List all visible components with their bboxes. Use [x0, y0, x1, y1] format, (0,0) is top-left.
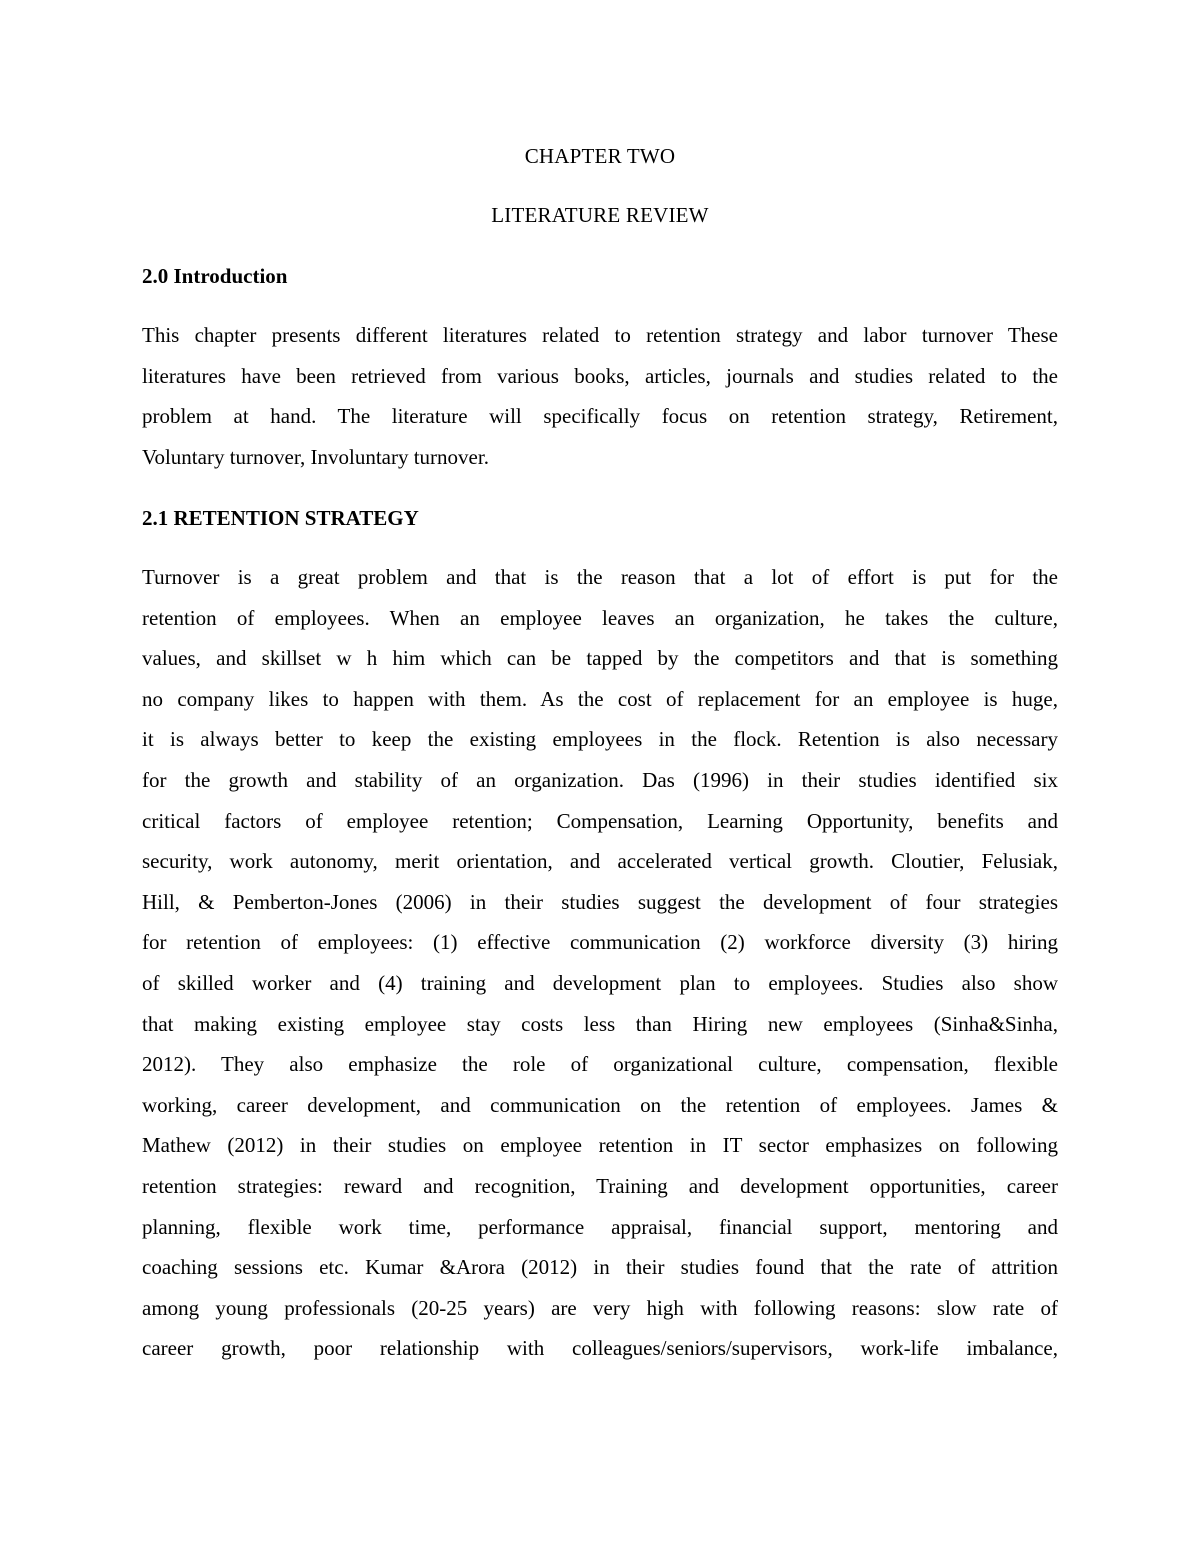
paragraph-line: working, career development, and communication on the retention of employees. James &: [142, 1092, 1058, 1117]
paragraph-line: for the growth and stability of an organization. Das (1996) in their studies identified six: [142, 767, 1058, 792]
paragraph-line: of skilled worker and (4) training and development plan to employees. Studies also show: [142, 970, 1058, 995]
paragraph-line: among young professionals (20-25 years) are very high with following reasons: slow rate of: [142, 1295, 1058, 1320]
paragraph-line: Voluntary turnover, Involuntary turnover.: [142, 444, 489, 469]
paragraph-line: coaching sessions etc. Kumar &Arora (2012) in their studies found that the rate of attrition: [142, 1255, 1058, 1280]
chapter-title: CHAPTER TWO: [524, 144, 676, 168]
retention-heading: 2.1 RETENTION STRATEGY: [142, 506, 419, 530]
paragraph-line: 2012). They also emphasize the role of organizational culture, compensation, flexible: [142, 1052, 1058, 1077]
paragraph-line: Mathew (2012) in their studies on employee retention in IT sector emphasizes on following: [142, 1133, 1058, 1158]
paragraph-line: planning, flexible work time, performance appraisal, financial support, mentoring and: [142, 1214, 1058, 1239]
paragraph-line: retention strategies: reward and recognition, Training and development opportunities, career: [142, 1173, 1058, 1198]
paragraph-line: literatures have been retrieved from various books, articles, journals and studies related to the: [142, 363, 1058, 388]
intro-heading: 2.0 Introduction: [142, 264, 288, 288]
retention-paragraph: [142, 557, 1058, 1369]
paragraph-line: Turnover is a great problem and that is the reason that a lot of effort is put for the: [142, 565, 1058, 589]
section-title: LITERATURE REVIEW: [491, 203, 709, 227]
paragraph-line: values, and skillset w h him which can be tapped by the competitors and that is something: [142, 646, 1058, 671]
paragraph-line: critical factors of employee retention; Compensation, Learning Opportunity, benefits and: [142, 808, 1058, 833]
paragraph-line: it is always better to keep the existing employees in the flock. Retention is also necessary: [142, 727, 1058, 752]
paragraph-line: for retention of employees: (1) effective communication (2) workforce diversity (3) hiring: [142, 930, 1058, 955]
paragraph-line: This chapter presents different literatures related to retention strategy and labor turnover These: [142, 323, 1058, 347]
paragraph-line: that making existing employee stay costs less than Hiring new employees (Sinha&Sinha,: [142, 1011, 1058, 1036]
intro-paragraph: [142, 315, 1058, 477]
paragraph-line: no company likes to happen with them. As the cost of replacement for an employee is huge,: [142, 686, 1058, 711]
paragraph-line: Hill, & Pemberton-Jones (2006) in their studies suggest the development of four strategies: [142, 889, 1058, 914]
paragraph-line: retention of employees. When an employee leaves an organization, he takes the culture,: [142, 605, 1058, 630]
paragraph-line: problem at hand. The literature will specifically focus on retention strategy, Retirement,: [142, 404, 1058, 429]
paragraph-line: career growth, poor relationship with colleagues/seniors/supervisors, work-life imbalance,: [142, 1336, 1058, 1361]
paragraph-line: security, work autonomy, merit orientation, and accelerated vertical growth. Cloutier, Felusiak,: [142, 849, 1058, 874]
